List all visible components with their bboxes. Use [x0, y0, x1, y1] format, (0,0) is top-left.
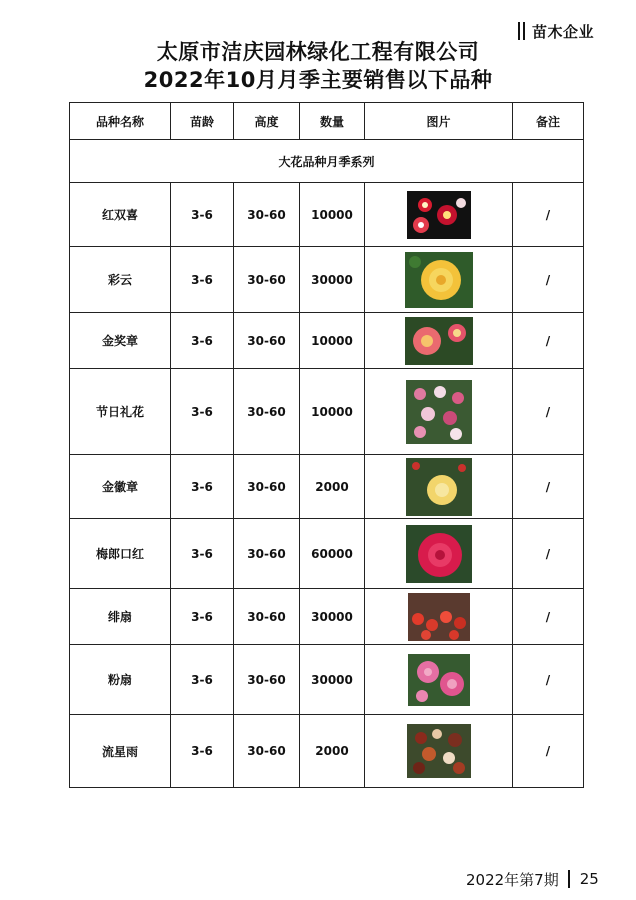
- rose-photo: [408, 593, 470, 641]
- seedling-age: 3-6: [171, 369, 234, 455]
- quantity: 10000: [300, 369, 365, 455]
- quantity: 2000: [300, 455, 365, 519]
- seedling-age: 3-6: [171, 247, 234, 313]
- page-footer: [466, 868, 599, 890]
- variety-name: 彩云: [70, 247, 171, 313]
- category-label: 大花品种月季系列: [70, 140, 584, 183]
- photo-cell: [365, 247, 513, 313]
- seedling-age: 3-6: [171, 645, 234, 715]
- rose-photo: [406, 525, 472, 583]
- table-row: [70, 715, 584, 788]
- table-row: [70, 369, 584, 455]
- variety-name: 梅郎口红: [70, 519, 171, 589]
- table-row: [70, 645, 584, 715]
- table-row: [70, 183, 584, 247]
- variety-name: 绯扇: [70, 589, 171, 645]
- header-quantity: 数量: [300, 103, 365, 140]
- photo-cell: [365, 183, 513, 247]
- quantity: 10000: [300, 183, 365, 247]
- note: /: [513, 369, 584, 455]
- header-age: 苗龄: [171, 103, 234, 140]
- title-block: [0, 38, 636, 94]
- note: /: [513, 247, 584, 313]
- rose-photo: [407, 724, 471, 778]
- plant-height: 30-60: [234, 589, 300, 645]
- note: /: [513, 645, 584, 715]
- plant-height: 30-60: [234, 645, 300, 715]
- rose-photo: [405, 252, 473, 308]
- seedling-age: 3-6: [171, 313, 234, 369]
- variety-name: 金奖章: [70, 313, 171, 369]
- sales-title: 2022年10月月季主要销售以下品种: [143, 68, 493, 92]
- seedling-age: 3-6: [171, 183, 234, 247]
- table-row: [70, 313, 584, 369]
- issue-label: 2022年第7期: [466, 870, 559, 889]
- rose-photo: [406, 380, 472, 444]
- seedling-age: 3-6: [171, 519, 234, 589]
- quantity: 30000: [300, 645, 365, 715]
- note: /: [513, 519, 584, 589]
- photo-cell: [365, 715, 513, 788]
- rose-photo: [407, 191, 471, 239]
- variety-table: [69, 102, 584, 788]
- header-photo: 图片: [365, 103, 513, 140]
- variety-name: 金徽章: [70, 455, 171, 519]
- table-header-row: [70, 103, 584, 140]
- quantity: 30000: [300, 589, 365, 645]
- note: /: [513, 313, 584, 369]
- rose-photo: [408, 654, 470, 706]
- plant-height: 30-60: [234, 519, 300, 589]
- photo-cell: [365, 455, 513, 519]
- table-row: [70, 519, 584, 589]
- company-title: 太原市洁庆园林绿化工程有限公司: [156, 40, 480, 64]
- seedling-age: 3-6: [171, 455, 234, 519]
- table-row: [70, 455, 584, 519]
- table-row: [70, 589, 584, 645]
- plant-height: 30-60: [234, 247, 300, 313]
- variety-name: 粉扇: [70, 645, 171, 715]
- variety-name: 节日礼花: [70, 369, 171, 455]
- plant-height: 30-60: [234, 715, 300, 788]
- variety-name: 流星雨: [70, 715, 171, 788]
- category-row: [70, 140, 584, 183]
- section-label: 苗木企业: [532, 22, 595, 41]
- photo-cell: [365, 519, 513, 589]
- photo-cell: [365, 369, 513, 455]
- seedling-age: 3-6: [171, 715, 234, 788]
- note: /: [513, 715, 584, 788]
- footer-divider: [568, 870, 570, 888]
- quantity: 2000: [300, 715, 365, 788]
- note: /: [513, 455, 584, 519]
- photo-cell: [365, 589, 513, 645]
- quantity: 10000: [300, 313, 365, 369]
- seedling-age: 3-6: [171, 589, 234, 645]
- plant-height: 30-60: [234, 455, 300, 519]
- photo-cell: [365, 645, 513, 715]
- plant-height: 30-60: [234, 369, 300, 455]
- table-row: [70, 247, 584, 313]
- page-number: 25: [579, 870, 599, 888]
- rose-photo: [405, 317, 473, 365]
- variety-name: 红双喜: [70, 183, 171, 247]
- header-note: 备注: [513, 103, 584, 140]
- quantity: 30000: [300, 247, 365, 313]
- note: /: [513, 589, 584, 645]
- header-height: 高度: [234, 103, 300, 140]
- plant-height: 30-60: [234, 183, 300, 247]
- rose-photo: [406, 458, 472, 516]
- note: /: [513, 183, 584, 247]
- header-name: 品种名称: [70, 103, 171, 140]
- plant-height: 30-60: [234, 313, 300, 369]
- photo-cell: [365, 313, 513, 369]
- quantity: 60000: [300, 519, 365, 589]
